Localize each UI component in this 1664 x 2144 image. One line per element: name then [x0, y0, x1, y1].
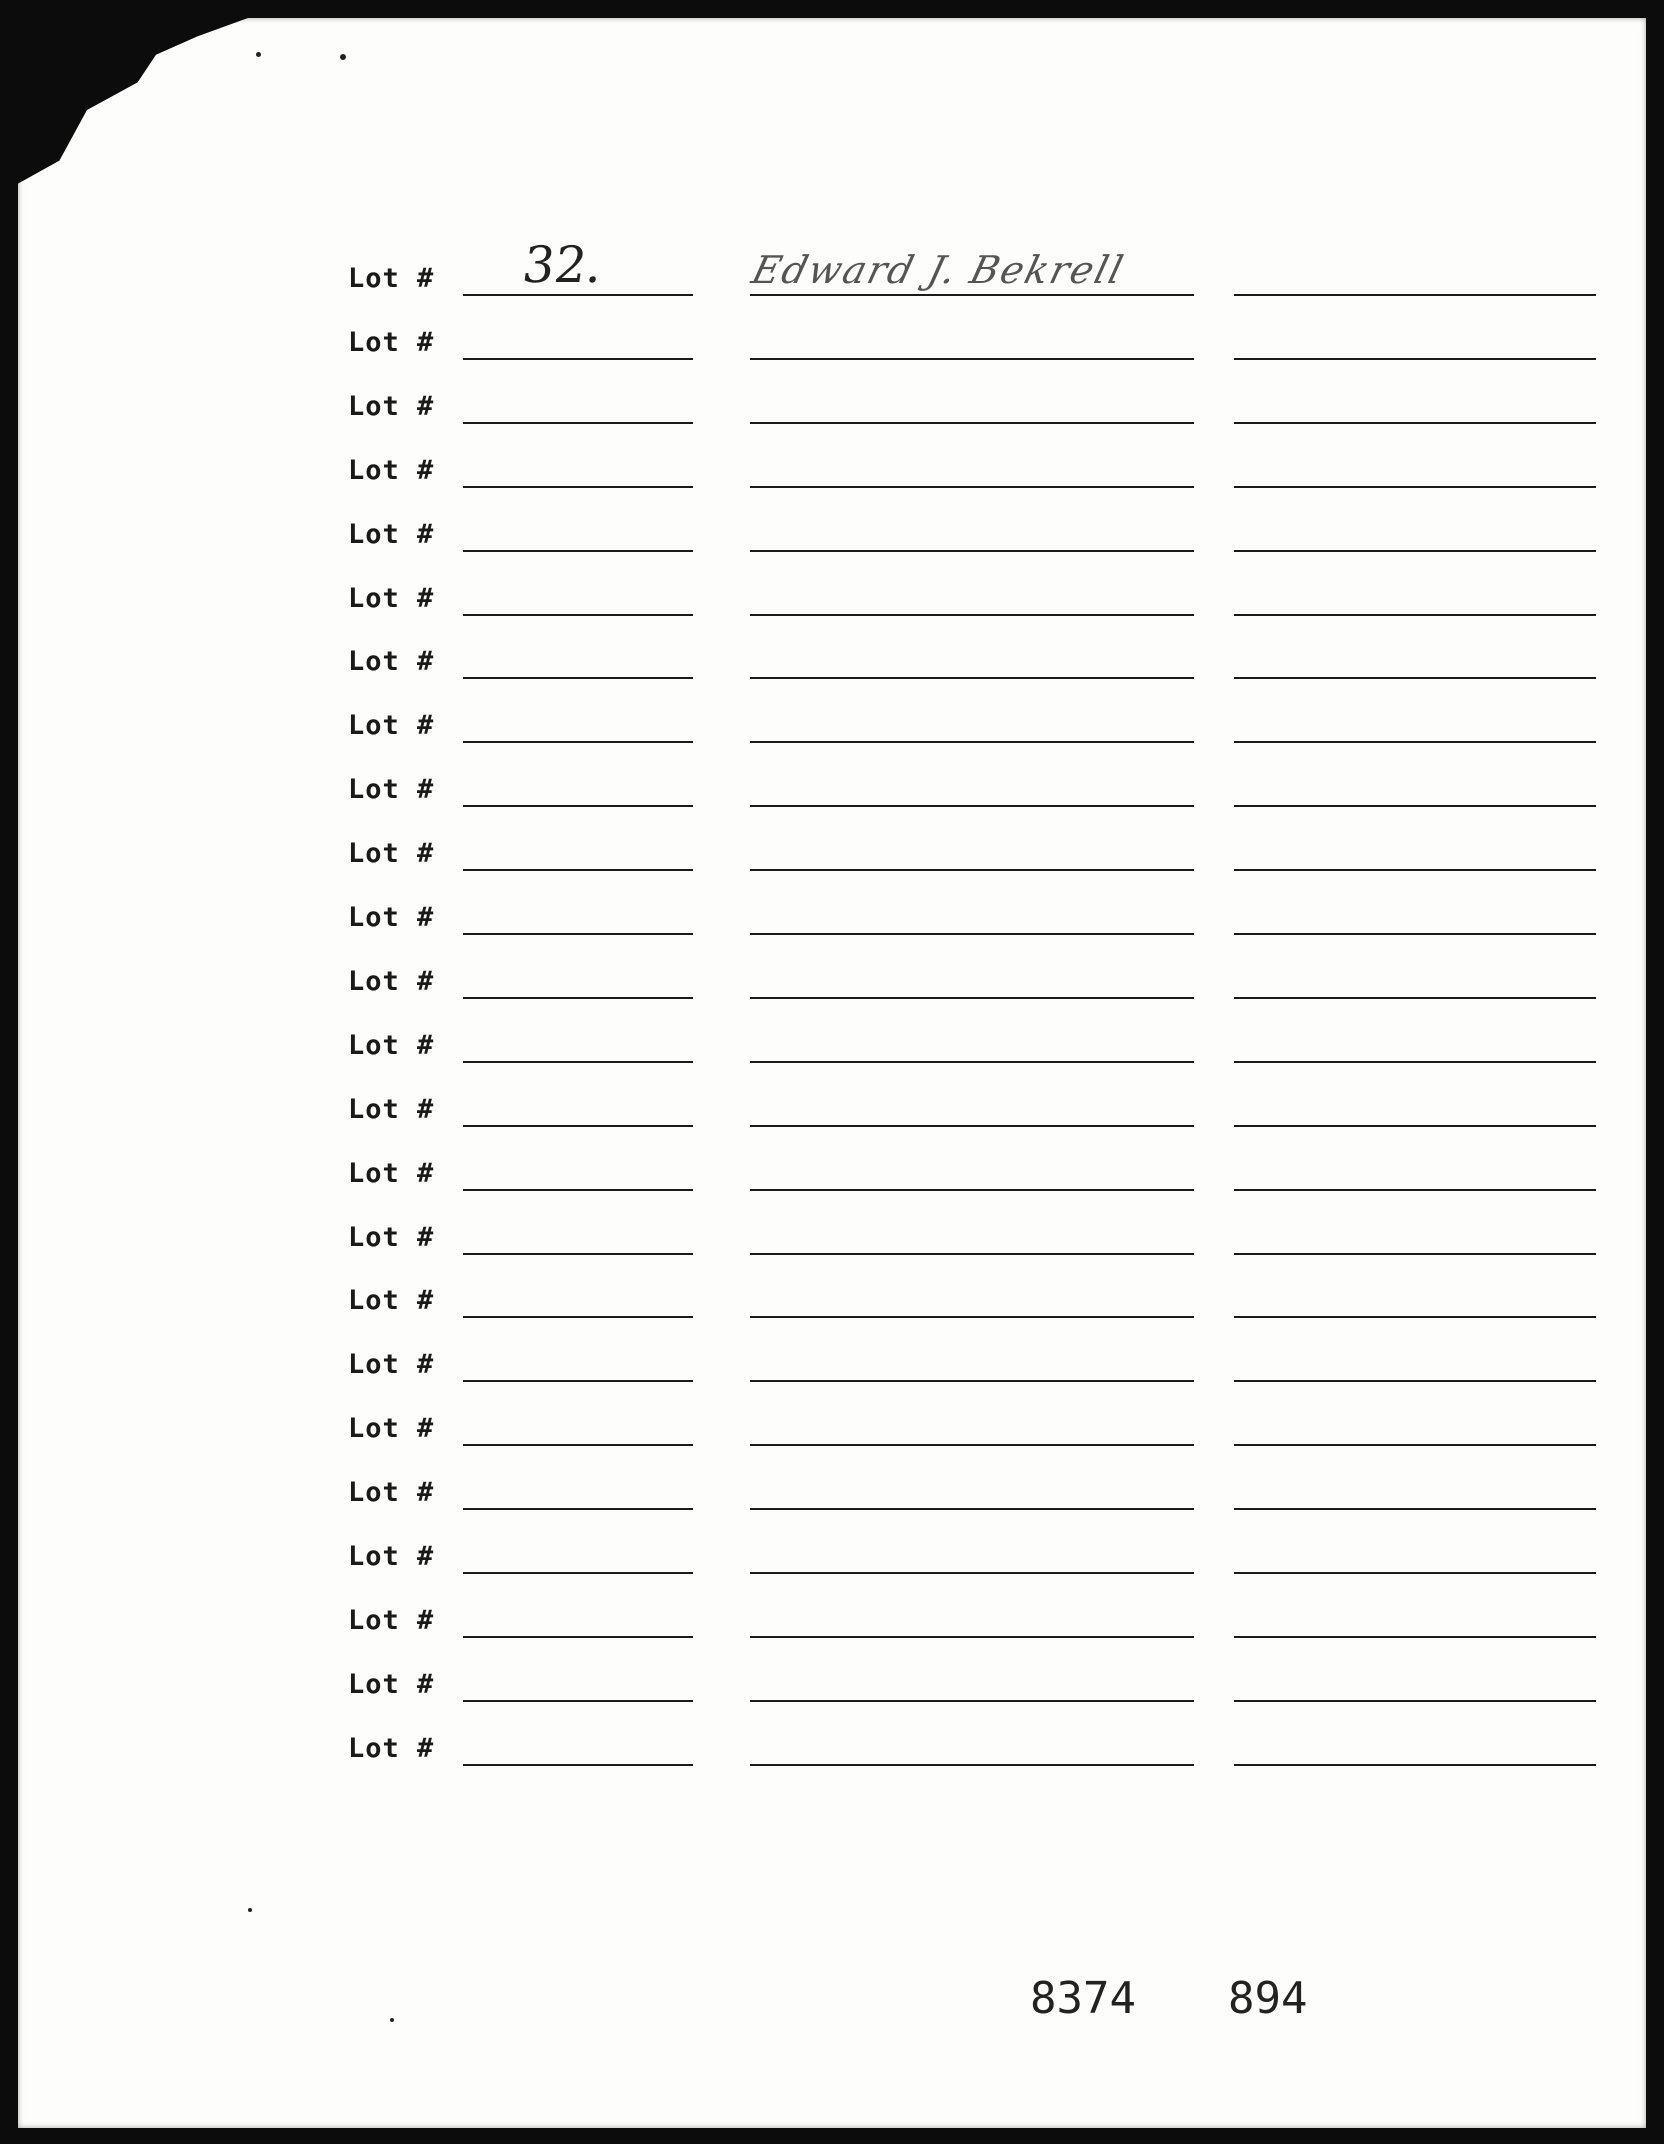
lot-label: Lot # — [348, 519, 435, 550]
lot-label: Lot # — [348, 966, 435, 997]
lot-row — [348, 1470, 1608, 1510]
extra-line — [1234, 1189, 1596, 1191]
extra-line — [1234, 933, 1596, 935]
handwritten-name: Edward J. Bekrell — [747, 248, 1130, 292]
name-line — [750, 1061, 1194, 1063]
name-line — [750, 1508, 1194, 1510]
name-line — [750, 1253, 1194, 1255]
lot-label: Lot # — [348, 1669, 435, 1700]
lot-row — [348, 1023, 1608, 1063]
extra-line — [1234, 997, 1596, 999]
lot-row — [348, 1726, 1608, 1766]
name-line — [750, 486, 1194, 488]
lot-label: Lot # — [348, 455, 435, 486]
name-line — [750, 869, 1194, 871]
lot-row — [348, 384, 1608, 424]
name-line — [750, 805, 1194, 807]
extra-line — [1234, 550, 1596, 552]
name-line — [750, 358, 1194, 360]
lot-number-line — [463, 1636, 693, 1638]
lot-row — [348, 1215, 1608, 1255]
extra-line — [1234, 1316, 1596, 1318]
lot-number-line — [463, 805, 693, 807]
lot-label: Lot # — [348, 327, 435, 358]
extra-line — [1234, 1636, 1596, 1638]
extra-line — [1234, 422, 1596, 424]
lot-number-line — [463, 1572, 693, 1574]
extra-line — [1234, 1061, 1596, 1063]
lot-row — [348, 1598, 1608, 1638]
footer-number-1: 8374 — [1030, 1973, 1136, 2024]
name-line — [750, 614, 1194, 616]
lot-row — [348, 1087, 1608, 1127]
extra-line — [1234, 1572, 1596, 1574]
name-line — [750, 997, 1194, 999]
lot-number-line — [463, 422, 693, 424]
lot-row — [348, 1662, 1608, 1702]
name-line — [750, 933, 1194, 935]
lot-row — [348, 767, 1608, 807]
lot-number-line — [463, 614, 693, 616]
lot-row — [348, 639, 1608, 679]
lot-number-line — [463, 869, 693, 871]
extra-line — [1234, 805, 1596, 807]
name-line — [750, 677, 1194, 679]
lot-row — [348, 1151, 1608, 1191]
name-line — [750, 1316, 1194, 1318]
lot-label: Lot # — [348, 583, 435, 614]
lot-number-line — [463, 550, 693, 552]
lot-number-line — [463, 1380, 693, 1382]
lot-row — [348, 1278, 1608, 1318]
lot-row — [348, 236, 1608, 296]
name-line — [750, 422, 1194, 424]
lot-number-line — [463, 1700, 693, 1702]
name-line — [750, 1189, 1194, 1191]
extra-line — [1234, 1508, 1596, 1510]
lot-label: Lot # — [348, 1349, 435, 1380]
extra-line — [1234, 614, 1596, 616]
extra-line — [1234, 677, 1596, 679]
lot-number-line — [463, 1764, 693, 1766]
lot-number-line — [463, 997, 693, 999]
lot-row — [348, 959, 1608, 999]
lot-label: Lot # — [348, 1413, 435, 1444]
lot-label: Lot # — [348, 1285, 435, 1316]
lot-label: Lot # — [348, 1030, 435, 1061]
lot-label: Lot # — [348, 646, 435, 677]
lot-row — [348, 895, 1608, 935]
name-line — [750, 1700, 1194, 1702]
lot-row — [348, 576, 1608, 616]
handwritten-lot-number: 32. — [518, 236, 607, 294]
lot-row — [348, 831, 1608, 871]
lot-label: Lot # — [348, 774, 435, 805]
name-line — [750, 1572, 1194, 1574]
extra-line — [1234, 1380, 1596, 1382]
lot-label: Lot # — [348, 1477, 435, 1508]
name-line — [750, 1636, 1194, 1638]
extra-line — [1234, 869, 1596, 871]
lot-number-line — [463, 677, 693, 679]
lot-label: Lot # — [348, 391, 435, 422]
extra-line — [1234, 1444, 1596, 1446]
name-line — [750, 741, 1194, 743]
lot-number-line — [463, 1253, 693, 1255]
lot-row — [348, 1406, 1608, 1446]
lot-label: Lot # — [348, 1605, 435, 1636]
extra-line — [1234, 1764, 1596, 1766]
lot-label: Lot # — [348, 1541, 435, 1572]
lot-number-line — [463, 933, 693, 935]
footer-number-2: 894 — [1228, 1973, 1308, 2024]
lot-number-line — [463, 1125, 693, 1127]
lot-label: Lot # — [348, 263, 435, 294]
lot-label: Lot # — [348, 1733, 435, 1764]
extra-line — [1234, 1253, 1596, 1255]
name-line — [750, 1380, 1194, 1382]
lot-form — [18, 18, 1646, 2128]
extra-line — [1234, 358, 1596, 360]
extra-line — [1234, 1700, 1596, 1702]
lot-row — [348, 512, 1608, 552]
name-line — [750, 294, 1194, 296]
lot-number-line — [463, 294, 693, 296]
lot-number-line — [463, 358, 693, 360]
name-line — [750, 1444, 1194, 1446]
lot-row — [348, 703, 1608, 743]
lot-row — [348, 448, 1608, 488]
lot-row — [348, 1342, 1608, 1382]
lot-label: Lot # — [348, 1222, 435, 1253]
name-line — [750, 550, 1194, 552]
lot-number-line — [463, 1189, 693, 1191]
document-page — [18, 18, 1646, 2128]
name-line — [750, 1125, 1194, 1127]
extra-line — [1234, 741, 1596, 743]
extra-line — [1234, 294, 1596, 296]
lot-number-line — [463, 1508, 693, 1510]
lot-label: Lot # — [348, 838, 435, 869]
lot-number-line — [463, 486, 693, 488]
lot-label: Lot # — [348, 1158, 435, 1189]
lot-label: Lot # — [348, 1094, 435, 1125]
lot-number-line — [463, 1316, 693, 1318]
lot-label: Lot # — [348, 710, 435, 741]
extra-line — [1234, 1125, 1596, 1127]
lot-number-line — [463, 1061, 693, 1063]
lot-row — [348, 320, 1608, 360]
name-line — [750, 1764, 1194, 1766]
lot-number-line — [463, 741, 693, 743]
extra-line — [1234, 486, 1596, 488]
lot-row — [348, 1534, 1608, 1574]
lot-number-line — [463, 1444, 693, 1446]
lot-label: Lot # — [348, 902, 435, 933]
